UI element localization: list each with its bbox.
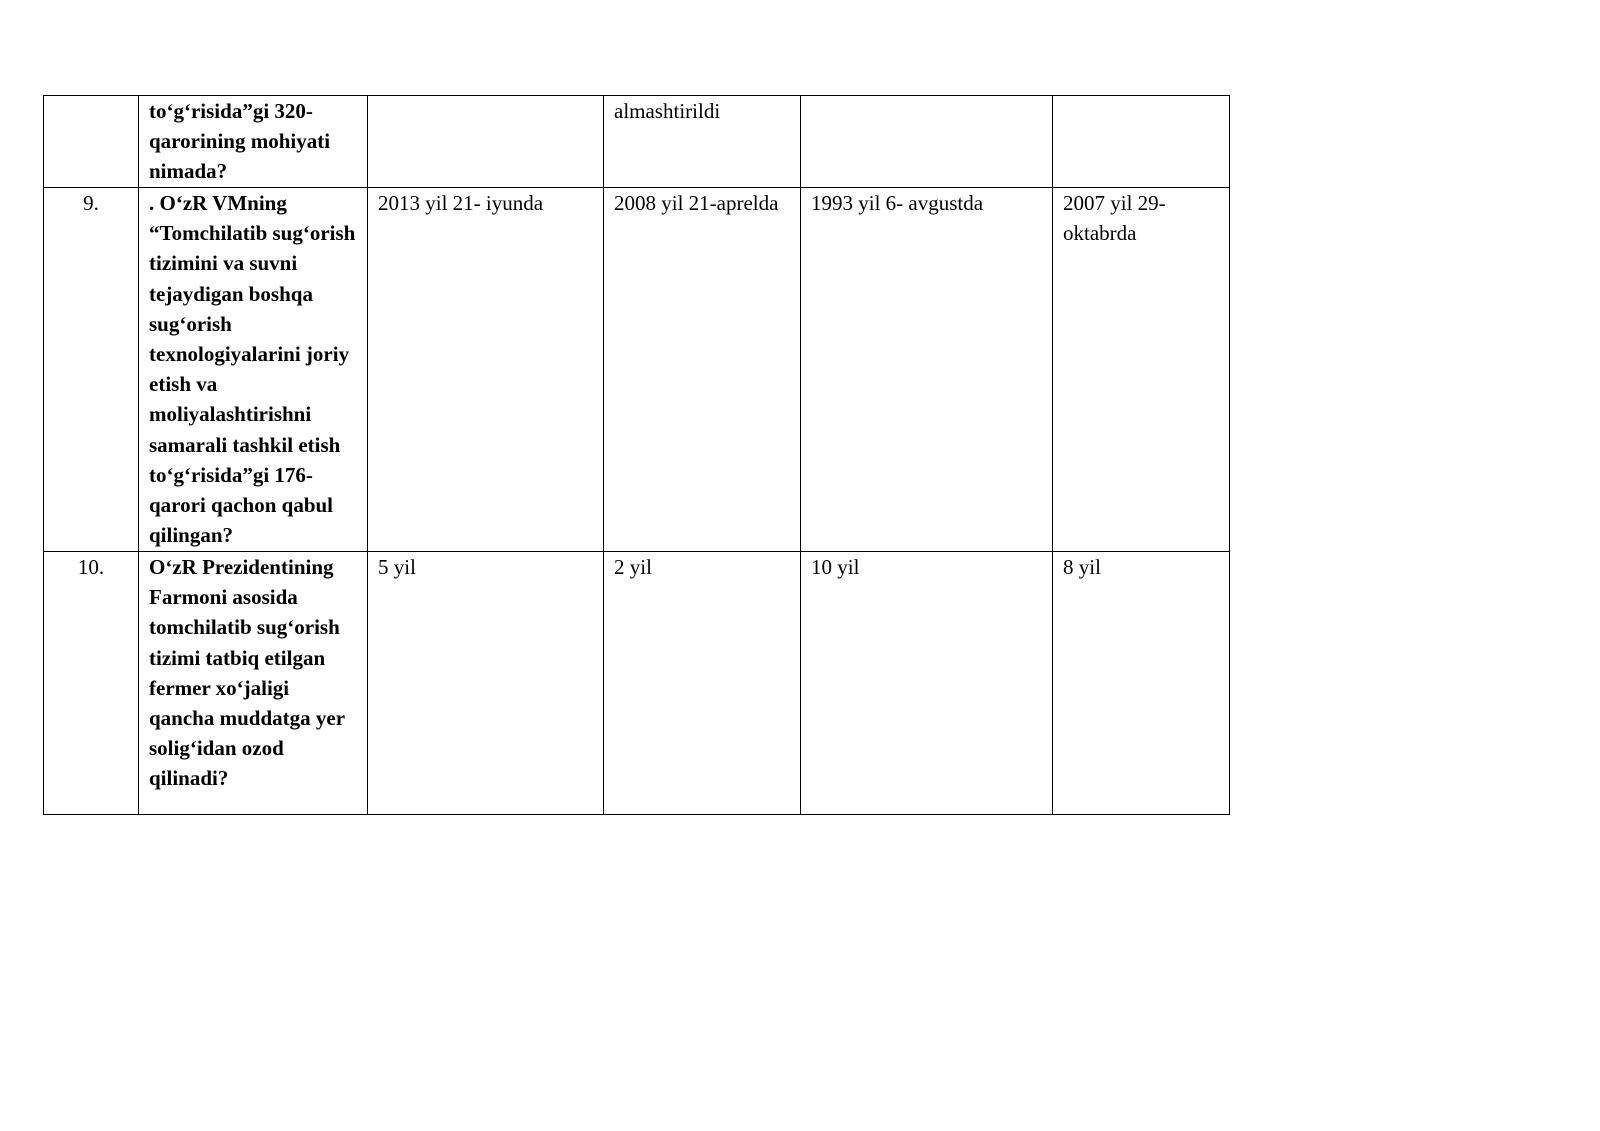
question-number xyxy=(44,96,139,188)
question-table xyxy=(43,95,1230,815)
question-text: . O‘zR VMning “Tomchilatib sug‘orish tizimini va suvni tejaydigan boshqa sug‘orish texnologiyalarini joriy etish va moliyalashtirishni samarali tashkil etish to‘g‘risida”gi 176-qarori qachon qabul qilingan? xyxy=(139,188,368,552)
answer-option-d xyxy=(1053,96,1230,188)
answer-option-a: 5 yil xyxy=(368,552,604,815)
answer-option-c: 1993 yil 6- avgustda xyxy=(801,188,1053,552)
answer-option-b: 2008 yil 21-aprelda xyxy=(604,188,801,552)
question-number: 9. xyxy=(44,188,139,552)
question-text: to‘g‘risida”gi 320-qarorining mohiyati nimada? xyxy=(139,96,368,188)
question-text: O‘zR Prezidentining Farmoni asosida tomchilatib sug‘orish tizimi tatbiq etilgan fermer xo‘jaligi qancha muddatga yer solig‘idan ozod qilinadi? xyxy=(139,552,368,815)
answer-option-c xyxy=(801,96,1053,188)
table-row xyxy=(44,188,1230,552)
answer-option-a xyxy=(368,96,604,188)
question-number: 10. xyxy=(44,552,139,815)
answer-option-a: 2013 yil 21- iyunda xyxy=(368,188,604,552)
answer-option-d: 2007 yil 29-oktabrda xyxy=(1053,188,1230,552)
answer-option-c: 10 yil xyxy=(801,552,1053,815)
table-row xyxy=(44,96,1230,188)
table-row xyxy=(44,552,1230,815)
answer-option-d: 8 yil xyxy=(1053,552,1230,815)
answer-option-b: 2 yil xyxy=(604,552,801,815)
answer-option-b: almashtirildi xyxy=(604,96,801,188)
